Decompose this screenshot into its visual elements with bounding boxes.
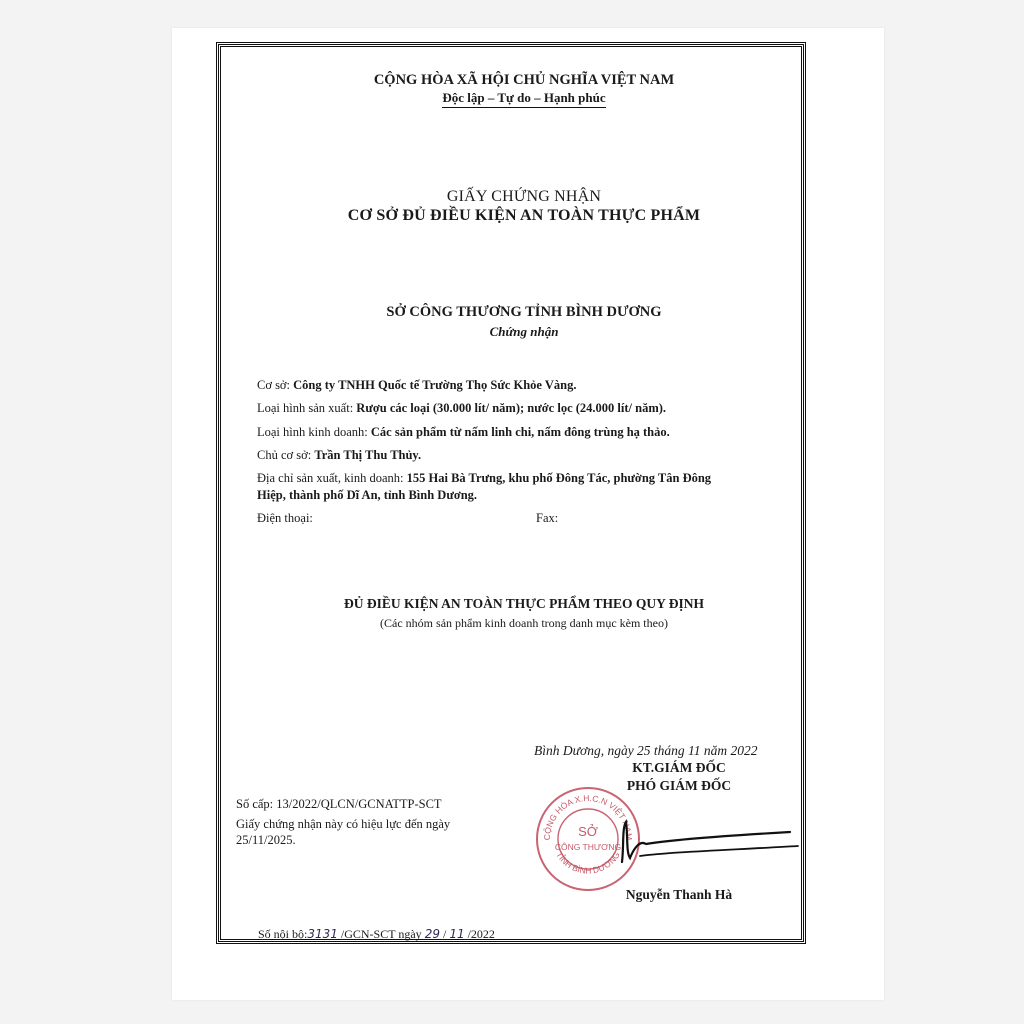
address-value-line2: Hiệp, thành phố Dĩ An, tỉnh Bình Dương.	[257, 488, 478, 502]
internal-number-handwritten: 3131	[307, 927, 338, 941]
internal-day-handwritten: 29	[424, 927, 440, 941]
facility-label: Cơ sở:	[257, 378, 291, 392]
owner-row	[257, 448, 421, 463]
signer-name: Nguyễn Thanh Hà	[625, 887, 733, 902]
handwritten-signature	[610, 800, 810, 880]
internal-number-row	[258, 927, 495, 942]
conclusion-note: (Các nhóm sản phẩm kinh doanh trong danh mục kèm theo)	[380, 616, 668, 630]
validity-line2: 25/11/2025.	[236, 833, 296, 847]
production-row	[257, 401, 666, 416]
certifies-label: Chứng nhận	[489, 324, 559, 339]
issuance-number-value: 13/2022/QLCN/GCNATTP-SCT	[276, 797, 442, 811]
internal-slash: /	[442, 927, 447, 941]
certificate-subtitle: CƠ SỞ ĐỦ ĐIỀU KIỆN AN TOÀN THỰC PHẨM	[347, 207, 701, 224]
seal-center-top: SỞ	[578, 824, 598, 839]
seal-bottom-text: TỈNH BÌNH DƯƠNG	[554, 849, 622, 876]
motto-text: Độc lập – Tự do – Hạnh phúc	[442, 90, 605, 108]
issuing-authority: SỞ CÔNG THƯƠNG TỈNH BÌNH DƯƠNG	[386, 304, 662, 320]
signer-title-primary: KT.GIÁM ĐỐC	[632, 760, 726, 775]
internal-mid: /GCN-SCT ngày	[340, 927, 422, 941]
signer-title-secondary: PHÓ GIÁM ĐỐC	[626, 778, 732, 793]
validity-line1: Giấy chứng nhận này có hiệu lực đến ngày	[236, 817, 451, 831]
fax-row	[536, 511, 558, 526]
owner-label: Chủ cơ sở:	[257, 448, 312, 462]
national-header: CỘNG HÒA XÃ HỘI CHỦ NGHĨA VIỆT NAM	[373, 72, 675, 88]
owner-value: Trần Thị Thu Thủy.	[314, 448, 422, 462]
national-motto	[218, 90, 830, 106]
place-date: Bình Dương, ngày 25 tháng 11 năm 2022	[534, 743, 758, 758]
business-label: Loại hình kinh doanh:	[257, 425, 368, 439]
address-label: Địa chỉ sản xuất, kinh doanh:	[257, 471, 404, 485]
seal-outer-text: CỘNG HÒA X.H.C.N VIỆT NAM	[541, 792, 635, 841]
phone-row	[257, 511, 313, 526]
certificate-title: GIẤY CHỨNG NHẬN	[446, 188, 602, 205]
facility-row	[257, 378, 576, 393]
facility-value: Công ty TNHH Quốc tế Trường Thọ Sức Khỏe Vàng.	[293, 378, 577, 392]
seal-center-bottom: CÔNG THƯƠNG	[554, 842, 622, 852]
production-label: Loại hình sản xuất:	[257, 401, 354, 415]
fax-label: Fax:	[536, 511, 559, 525]
address-row-continued	[257, 488, 477, 503]
business-row	[257, 425, 670, 440]
internal-year: /2022	[467, 927, 495, 941]
internal-month-handwritten: 11	[449, 927, 465, 941]
production-value: Rượu các loại (30.000 lít/ năm); nước lọc (24.000 lít/ năm).	[356, 401, 667, 415]
internal-prefix: Số nội bộ:	[258, 927, 308, 941]
business-value: Các sản phẩm từ nấm linh chi, nấm đông trùng hạ thảo.	[370, 425, 670, 439]
issuance-number-label: Số cấp:	[236, 797, 274, 811]
address-value-line1: 155 Hai Bà Trưng, khu phố Đông Tác, phường Tân Đông	[406, 471, 712, 485]
phone-label: Điện thoại:	[257, 511, 313, 525]
conclusion-statement: ĐỦ ĐIỀU KIỆN AN TOÀN THỰC PHẨM THEO QUY ĐỊNH	[344, 596, 704, 611]
address-row	[257, 471, 711, 486]
issuance-number-row	[236, 797, 442, 812]
